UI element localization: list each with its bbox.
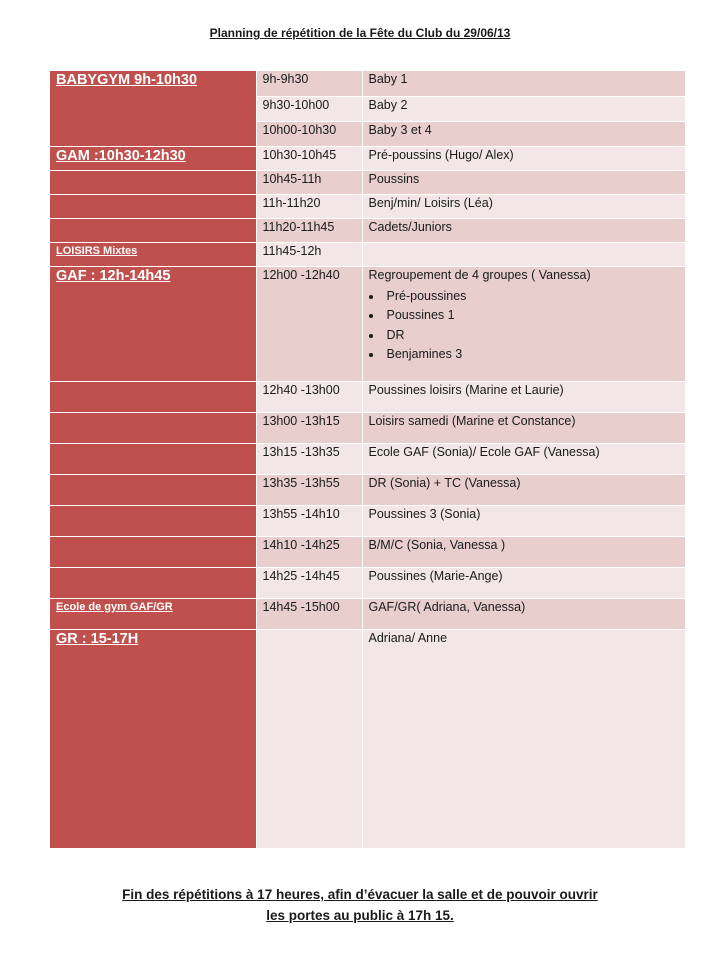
group-loisirs-mixtes: LOISIRS Mixtes bbox=[50, 242, 256, 266]
table-row bbox=[50, 266, 685, 381]
group-cell-empty bbox=[50, 218, 256, 242]
table-row bbox=[50, 536, 685, 567]
time-cell: 13h00 -13h15 bbox=[256, 412, 362, 443]
time-cell: 12h00 -12h40 bbox=[256, 266, 362, 381]
time-cell: 9h30-10h00 bbox=[256, 96, 362, 121]
desc-cell: Poussines 3 (Sonia) bbox=[362, 505, 685, 536]
table-row bbox=[50, 598, 685, 629]
desc-cell: GAF/GR( Adriana, Vanessa) bbox=[362, 598, 685, 629]
table-row bbox=[50, 218, 685, 242]
group-cell-empty bbox=[50, 536, 256, 567]
list-item: • DR bbox=[383, 326, 686, 346]
desc-cell bbox=[362, 242, 685, 266]
group-babygym: BABYGYM 9h-10h30 bbox=[50, 71, 256, 146]
list-item: • Pré-poussines bbox=[383, 287, 686, 307]
time-cell: 11h45-12h bbox=[256, 242, 362, 266]
time-cell: 10h30-10h45 bbox=[256, 146, 362, 170]
desc-cell: Baby 1 bbox=[362, 71, 685, 96]
table-row bbox=[50, 629, 685, 848]
table-row bbox=[50, 505, 685, 536]
group-cell-empty bbox=[50, 170, 256, 194]
time-cell: 11h-11h20 bbox=[256, 194, 362, 218]
footer-line-2: les portes au public à 17h 15. bbox=[266, 908, 454, 923]
desc-cell bbox=[362, 266, 685, 381]
list-item: • Benjamines 3 bbox=[383, 345, 686, 365]
footer-line-1: Fin des répétitions à 17 heures, afin d’évacuer la salle et de pouvoir ouvrir bbox=[122, 887, 598, 902]
group-list bbox=[369, 287, 686, 365]
time-cell: 9h-9h30 bbox=[256, 71, 362, 96]
time-cell: 14h45 -15h00 bbox=[256, 598, 362, 629]
table-row bbox=[50, 381, 685, 412]
desc-cell: B/M/C (Sonia, Vanessa ) bbox=[362, 536, 685, 567]
time-cell: 10h00-10h30 bbox=[256, 121, 362, 146]
desc-cell: Poussines (Marie-Ange) bbox=[362, 567, 685, 598]
group-gam: GAM :10h30-12h30 bbox=[50, 146, 256, 170]
table-row bbox=[50, 443, 685, 474]
table-row bbox=[50, 567, 685, 598]
table-row bbox=[50, 474, 685, 505]
time-cell: 13h15 -13h35 bbox=[256, 443, 362, 474]
desc-cell: Pré-poussins (Hugo/ Alex) bbox=[362, 146, 685, 170]
footer-note bbox=[0, 884, 720, 926]
desc-cell: Adriana/ Anne bbox=[362, 629, 685, 848]
list-item: • Poussines 1 bbox=[383, 306, 686, 326]
group-cell-empty bbox=[50, 194, 256, 218]
time-cell: 14h25 -14h45 bbox=[256, 567, 362, 598]
table-row bbox=[50, 146, 685, 170]
time-cell bbox=[256, 629, 362, 848]
desc-cell: Baby 3 et 4 bbox=[362, 121, 685, 146]
desc-cell: Poussines loisirs (Marine et Laurie) bbox=[362, 381, 685, 412]
time-cell: 13h35 -13h55 bbox=[256, 474, 362, 505]
time-cell: 13h55 -14h10 bbox=[256, 505, 362, 536]
desc-cell: DR (Sonia) + TC (Vanessa) bbox=[362, 474, 685, 505]
table-row bbox=[50, 194, 685, 218]
desc-cell: Ecole GAF (Sonia)/ Ecole GAF (Vanessa) bbox=[362, 443, 685, 474]
time-cell: 14h10 -14h25 bbox=[256, 536, 362, 567]
table-row bbox=[50, 71, 685, 96]
desc-text: Regroupement de 4 groupes ( Vanessa) bbox=[368, 267, 591, 282]
table-row bbox=[50, 412, 685, 443]
group-cell-empty bbox=[50, 505, 256, 536]
desc-cell: Poussins bbox=[362, 170, 685, 194]
table-row bbox=[50, 242, 685, 266]
group-cell-empty bbox=[50, 567, 256, 598]
time-cell: 10h45-11h bbox=[256, 170, 362, 194]
group-cell-empty bbox=[50, 381, 256, 412]
group-cell-empty bbox=[50, 412, 256, 443]
time-cell: 12h40 -13h00 bbox=[256, 381, 362, 412]
group-cell-empty bbox=[50, 474, 256, 505]
time-cell: 11h20-11h45 bbox=[256, 218, 362, 242]
desc-cell: Benj/min/ Loisirs (Léa) bbox=[362, 194, 685, 218]
rehearsal-schedule-table bbox=[50, 71, 685, 849]
group-gaf: GAF : 12h-14h45 bbox=[50, 266, 256, 381]
desc-cell: Baby 2 bbox=[362, 96, 685, 121]
group-cell-empty bbox=[50, 443, 256, 474]
desc-cell: Loisirs samedi (Marine et Constance) bbox=[362, 412, 685, 443]
group-gr: GR : 15-17H bbox=[50, 629, 256, 848]
group-ecole-de-gym: Ecole de gym GAF/GR bbox=[50, 598, 256, 629]
table-row bbox=[50, 170, 685, 194]
page-title: Planning de répétition de la Fête du Club du 29/06/13 bbox=[209, 26, 511, 40]
desc-cell: Cadets/Juniors bbox=[362, 218, 685, 242]
